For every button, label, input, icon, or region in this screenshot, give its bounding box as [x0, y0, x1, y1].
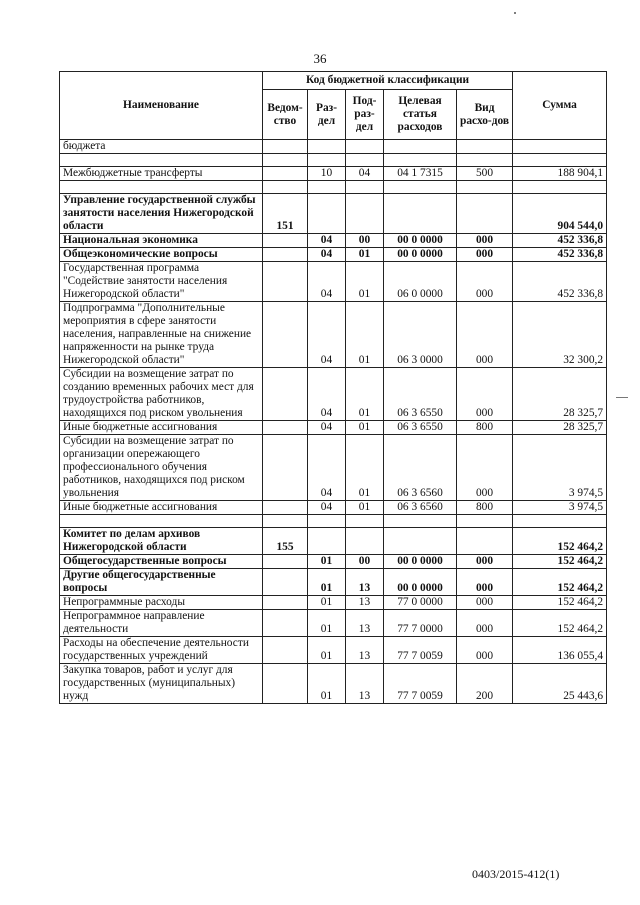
row-vid: 000 [457, 637, 513, 664]
row-podrazdel: 01 [346, 248, 384, 262]
row-vedomstvo [263, 596, 308, 610]
row-vid [457, 140, 513, 154]
table-row [60, 154, 607, 167]
row-name [60, 181, 263, 194]
row-name: Комитет по делам архивов Нижегородской области [60, 528, 263, 555]
row-podrazdel: 01 [346, 421, 384, 435]
row-podrazdel: 01 [346, 435, 384, 501]
row-sum: 452 336,8 [513, 262, 607, 302]
row-vedomstvo [263, 515, 308, 528]
table-row [60, 140, 607, 154]
row-tselevaya: 00 0 0000 [384, 555, 457, 569]
row-sum: 28 325,7 [513, 421, 607, 435]
row-tselevaya: 06 0 0000 [384, 262, 457, 302]
row-podrazdel: 01 [346, 501, 384, 515]
row-sum: 152 464,2 [513, 596, 607, 610]
table-row [60, 435, 607, 501]
scan-edge-mark [616, 397, 628, 398]
row-sum: 152 464,2 [513, 555, 607, 569]
row-podrazdel [346, 528, 384, 555]
row-podrazdel [346, 515, 384, 528]
row-name [60, 154, 263, 167]
table-row [60, 181, 607, 194]
row-tselevaya: 00 0 0000 [384, 569, 457, 596]
row-razdel: 10 [308, 167, 346, 181]
row-vid: 000 [457, 569, 513, 596]
row-sum: 152 464,2 [513, 528, 607, 555]
table-row [60, 262, 607, 302]
row-podrazdel: 13 [346, 569, 384, 596]
row-vid: 000 [457, 435, 513, 501]
row-razdel: 04 [308, 435, 346, 501]
row-podrazdel: 13 [346, 637, 384, 664]
row-vid [457, 181, 513, 194]
row-podrazdel [346, 181, 384, 194]
row-name: Иные бюджетные ассигнования [60, 501, 263, 515]
row-name [60, 515, 263, 528]
table-row [60, 302, 607, 368]
row-razdel: 01 [308, 555, 346, 569]
row-name: Непрограммные расходы [60, 596, 263, 610]
table-row [60, 664, 607, 704]
table-row [60, 637, 607, 664]
table-row [60, 610, 607, 637]
row-tselevaya [384, 181, 457, 194]
header-sum: Сумма [513, 72, 607, 140]
row-tselevaya: 77 7 0059 [384, 664, 457, 704]
table-row [60, 515, 607, 528]
row-sum [513, 140, 607, 154]
row-tselevaya: 06 3 0000 [384, 302, 457, 368]
row-name: Расходы на обеспечение деятельности государственных учреждений [60, 637, 263, 664]
row-podrazdel: 13 [346, 596, 384, 610]
row-tselevaya: 06 3 6560 [384, 501, 457, 515]
row-vid: 000 [457, 302, 513, 368]
row-razdel: 01 [308, 664, 346, 704]
row-podrazdel: 13 [346, 664, 384, 704]
row-tselevaya: 06 3 6550 [384, 368, 457, 421]
row-vedomstvo [263, 435, 308, 501]
row-podrazdel: 00 [346, 234, 384, 248]
row-vedomstvo [263, 140, 308, 154]
row-razdel [308, 181, 346, 194]
row-name: бюджета [60, 140, 263, 154]
row-sum [513, 154, 607, 167]
row-name: Непрограммное направление деятельности [60, 610, 263, 637]
row-sum: 25 443,6 [513, 664, 607, 704]
row-tselevaya: 77 7 0059 [384, 637, 457, 664]
row-tselevaya: 77 0 0000 [384, 596, 457, 610]
row-vid [457, 194, 513, 234]
row-name: Общеэкономические вопросы [60, 248, 263, 262]
row-vid: 500 [457, 167, 513, 181]
row-tselevaya: 04 1 7315 [384, 167, 457, 181]
row-name: Другие общегосударственные вопросы [60, 569, 263, 596]
row-vedomstvo [263, 637, 308, 664]
row-sum: 152 464,2 [513, 569, 607, 596]
row-name: Государственная программа "Содействие занятости населения Нижегородской области" [60, 262, 263, 302]
row-name: Субсидии на возмещение затрат по организации опережающего профессионального обучения работников, находящихся под риском увольнения [60, 435, 263, 501]
row-tselevaya: 06 3 6550 [384, 421, 457, 435]
row-vedomstvo [263, 234, 308, 248]
row-razdel: 01 [308, 569, 346, 596]
row-podrazdel: 13 [346, 610, 384, 637]
row-podrazdel [346, 194, 384, 234]
budget-table [59, 71, 607, 704]
row-vedomstvo: 151 [263, 194, 308, 234]
row-name: Субсидии на возмещение затрат по созданию временных рабочих мест для трудоустройства работников, находящихся под риском увольнения [60, 368, 263, 421]
row-razdel: 04 [308, 262, 346, 302]
row-tselevaya [384, 154, 457, 167]
table-row [60, 194, 607, 234]
row-vedomstvo: 155 [263, 528, 308, 555]
row-razdel: 04 [308, 421, 346, 435]
header-name: Наименование [60, 72, 263, 140]
header-vedomstvo: Ведом-ство [263, 90, 308, 140]
row-name: Межбюджетные трансферты [60, 167, 263, 181]
row-podrazdel: 00 [346, 555, 384, 569]
row-razdel: 04 [308, 368, 346, 421]
row-vid [457, 154, 513, 167]
row-vid: 000 [457, 248, 513, 262]
row-sum [513, 515, 607, 528]
row-podrazdel: 01 [346, 302, 384, 368]
row-podrazdel [346, 140, 384, 154]
row-sum: 136 055,4 [513, 637, 607, 664]
row-vid: 000 [457, 610, 513, 637]
row-tselevaya [384, 515, 457, 528]
row-tselevaya: 06 3 6560 [384, 435, 457, 501]
row-tselevaya: 00 0 0000 [384, 234, 457, 248]
row-razdel: 01 [308, 610, 346, 637]
row-razdel: 04 [308, 302, 346, 368]
page-number: 36 [313, 51, 327, 66]
row-vid: 800 [457, 421, 513, 435]
row-sum: 28 325,7 [513, 368, 607, 421]
row-tselevaya [384, 140, 457, 154]
table-row [60, 528, 607, 555]
footer-code: 0403/2015-412(1) [472, 867, 560, 881]
row-vedomstvo [263, 555, 308, 569]
table-row [60, 569, 607, 596]
row-vid: 200 [457, 664, 513, 704]
row-razdel [308, 154, 346, 167]
row-vid [457, 515, 513, 528]
row-razdel [308, 140, 346, 154]
row-vid: 000 [457, 596, 513, 610]
row-razdel [308, 528, 346, 555]
row-name: Управление государственной службы занятости населения Нижегородской области [60, 194, 263, 234]
row-name: Подпрограмма "Дополнительные мероприятия в сфере занятости населения, направленные на снижение напряженности на рынке труда Нижегородской области" [60, 302, 263, 368]
table-row [60, 248, 607, 262]
row-vedomstvo [263, 181, 308, 194]
table-body [60, 140, 607, 704]
row-vedomstvo [263, 302, 308, 368]
table-row [60, 368, 607, 421]
row-vid: 000 [457, 368, 513, 421]
row-sum: 904 544,0 [513, 194, 607, 234]
row-name: Национальная экономика [60, 234, 263, 248]
table-row [60, 234, 607, 248]
row-vedomstvo [263, 501, 308, 515]
row-sum: 452 336,8 [513, 248, 607, 262]
row-razdel: 01 [308, 637, 346, 664]
row-vedomstvo [263, 167, 308, 181]
row-tselevaya: 77 7 0000 [384, 610, 457, 637]
row-sum: 3 974,5 [513, 501, 607, 515]
table-row [60, 501, 607, 515]
row-tselevaya [384, 528, 457, 555]
row-vedomstvo [263, 664, 308, 704]
row-vedomstvo [263, 421, 308, 435]
header-vid: Вид расхо-дов [457, 90, 513, 140]
header-podrazdel: Под-раз-дел [346, 90, 384, 140]
row-sum: 188 904,1 [513, 167, 607, 181]
table-row [60, 421, 607, 435]
row-razdel: 04 [308, 501, 346, 515]
row-name: Закупка товаров, работ и услуг для государственных (муниципальных) нужд [60, 664, 263, 704]
row-podrazdel [346, 154, 384, 167]
table-row [60, 555, 607, 569]
row-vedomstvo [263, 610, 308, 637]
row-razdel [308, 515, 346, 528]
row-name: Общегосударственные вопросы [60, 555, 263, 569]
row-vedomstvo [263, 248, 308, 262]
row-name: Иные бюджетные ассигнования [60, 421, 263, 435]
row-vedomstvo [263, 154, 308, 167]
row-razdel [308, 194, 346, 234]
row-sum: 3 974,5 [513, 435, 607, 501]
row-vid [457, 528, 513, 555]
row-vid: 000 [457, 555, 513, 569]
row-razdel: 04 [308, 248, 346, 262]
scan-speck [514, 12, 516, 14]
row-razdel: 04 [308, 234, 346, 248]
row-razdel: 01 [308, 596, 346, 610]
header-tselevaya: Целевая статья расходов [384, 90, 457, 140]
row-podrazdel: 04 [346, 167, 384, 181]
row-vedomstvo [263, 368, 308, 421]
header-code: Код бюджетной классификации [263, 72, 513, 90]
table-row [60, 596, 607, 610]
row-sum: 452 336,8 [513, 234, 607, 248]
row-sum [513, 181, 607, 194]
row-vedomstvo [263, 569, 308, 596]
header-razdel: Раз-дел [308, 90, 346, 140]
row-sum: 152 464,2 [513, 610, 607, 637]
row-podrazdel: 01 [346, 262, 384, 302]
row-vedomstvo [263, 262, 308, 302]
row-sum: 32 300,2 [513, 302, 607, 368]
row-podrazdel: 01 [346, 368, 384, 421]
table-row [60, 167, 607, 181]
row-tselevaya [384, 194, 457, 234]
row-vid: 000 [457, 262, 513, 302]
row-tselevaya: 00 0 0000 [384, 248, 457, 262]
row-vid: 000 [457, 234, 513, 248]
row-vid: 800 [457, 501, 513, 515]
